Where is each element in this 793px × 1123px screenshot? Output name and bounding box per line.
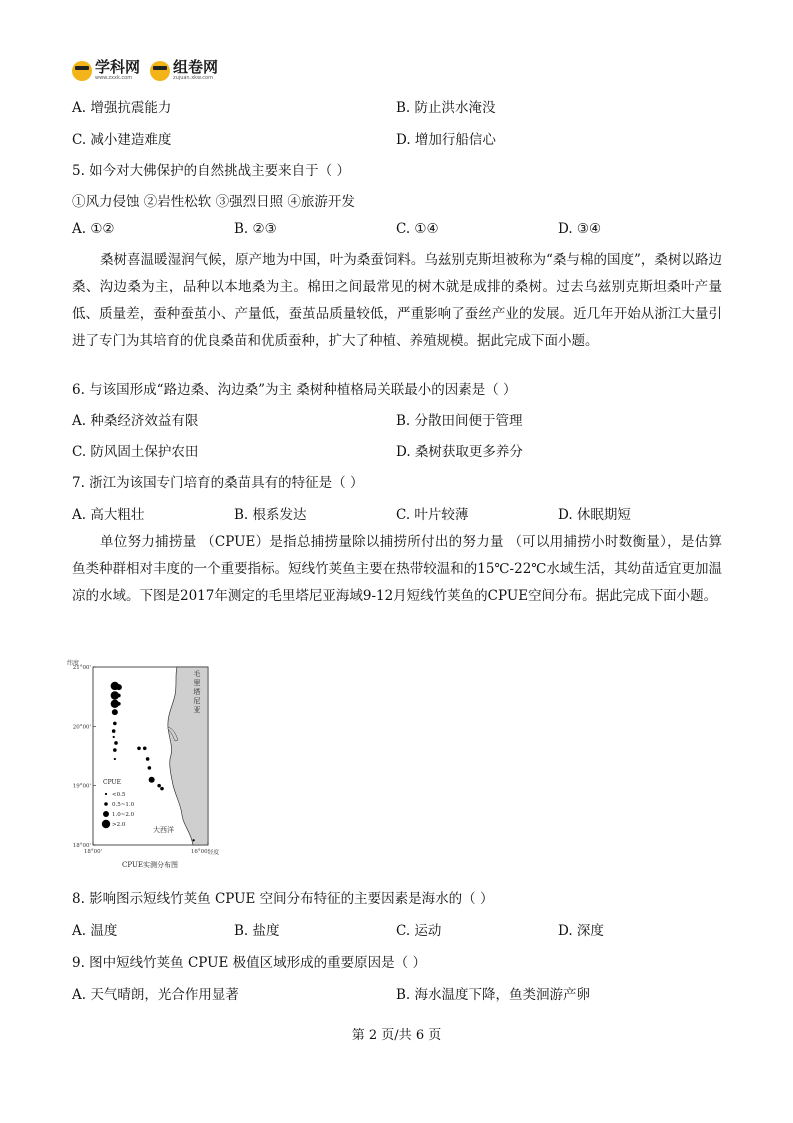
q7-option-d: D. 休眠期短 (558, 507, 631, 523)
logo-name: 学科网 (95, 58, 141, 76)
q7-option-a: A. 高大粗壮 (72, 507, 145, 523)
cpue-point (113, 722, 117, 726)
cpue-point (149, 777, 155, 783)
cpue-point (146, 757, 150, 761)
x-tick-label: 16°00' (190, 849, 210, 855)
q7-option-b: B. 根系发达 (234, 507, 307, 523)
lon-axis-label: 经度 (208, 850, 220, 856)
y-tick-label: 21°00' (72, 665, 91, 671)
passage-cpue: 单位努力捕捞量 （CPUE）是指总捕捞量除以捕捞所付出的努力量 （可以用捕捞小时数衡量），是估算鱼类种群相对丰度的一个重要指标。短线竹荚鱼主要在热带较温和的15℃-22℃水域生活，其幼苗适宜更加温凉的水域。下图是2017年测定的毛里塔尼亚海域9-12月短线竹荚鱼的CPUE空间分布。据此完成下面小题。 (72, 534, 722, 604)
legend-label: 1.0~2.0 (112, 812, 135, 818)
legend-marker (105, 793, 107, 795)
q4-option-b: B. 防止洪水淹没 (396, 100, 496, 116)
map-caption: CPUE实测分布图 (122, 861, 178, 869)
cpue-point (116, 684, 122, 690)
q6-option-a: A. 种桑经济效益有限 (72, 413, 199, 429)
cpue-point (157, 784, 161, 788)
q8-stem: 8. 影响图示短线竹荚鱼 CPUE 空间分布特征的主要因素是海水的（ ） (72, 891, 494, 907)
country-label-char: 塔 (193, 688, 201, 696)
country-label-char: 里 (193, 679, 201, 687)
cpue-point (148, 766, 152, 770)
cpue-distribution-map (65, 657, 245, 877)
q5-stem: 5. 如今对大佛保护的自然挑战主要来自于（ ） (72, 163, 350, 179)
cpue-point (113, 736, 115, 738)
country-label-char: 亚 (193, 706, 201, 714)
legend-label: >2.0 (112, 822, 126, 828)
q7-stem: 7. 浙江为该国专门培育的桑苗具有的特征是（ ） (72, 475, 364, 491)
q4-option-c: C. 减小建造难度 (72, 132, 172, 148)
passage-mulberry: 桑树喜温暖湿润气候，原产地为中国，叶为桑蚕饲料。乌兹别克斯坦被称为“桑与棉的国度”，桑树以路边桑、沟边桑为主，品种以本地桑为主。棉田之间最常见的树木就是成排的桑树。过去乌兹别克斯坦桑叶产量低、质量差，蚕种蚕茧小、产量低，蚕茧品质量较低，严重影响了蚕丝产业的发展。近几年开始从浙江大量引进了专门为其培育的优良桑苗和优质蚕种，扩大了种植、养殖规模。据此完成下面小题。 (72, 252, 722, 349)
q6-option-d: D. 桑树获取更多养分 (396, 444, 523, 460)
logo-url: www.zxxk.com (95, 75, 133, 81)
logo-xuekewang (72, 60, 140, 81)
header-logos (72, 60, 218, 81)
page-number: 第 2 页/共 6 页 (351, 1028, 442, 1043)
q6-option-c: C. 防风固土保护农田 (72, 444, 199, 460)
owl-icon (72, 61, 92, 81)
q4-option-d: D. 增加行船信心 (396, 132, 496, 148)
logo-url: zujuan.xkw.com (173, 75, 213, 81)
q5-option-b: B. ②③ (234, 221, 277, 237)
cpue-point (160, 787, 164, 791)
cpue-point (117, 702, 121, 706)
x-tick-label: 18°00' (83, 849, 103, 855)
legend-marker (103, 811, 109, 817)
y-tick-label: 19°00' (72, 783, 91, 790)
q9-option-a: A. 天气晴朗，光合作用显著 (72, 987, 239, 1003)
q5-items: ①风力侵蚀 ②岩性松软 ③强烈日照 ④旅游开发 (72, 194, 355, 210)
logo-zujuanwang (150, 60, 218, 81)
q8-option-d: D. 深度 (558, 923, 604, 939)
cpue-point (112, 709, 118, 715)
country-label-vertical (194, 669, 201, 714)
y-tick-label: 20°00' (72, 724, 91, 731)
owl-icon (150, 61, 170, 81)
cpue-point (114, 741, 118, 745)
logo-name: 组卷网 (173, 58, 219, 76)
lat-axis-label: 纬度 (67, 660, 80, 667)
legend-title: CPUE (103, 779, 121, 786)
legend-label: 0.5~1.0 (112, 802, 135, 808)
country-label-char: 毛 (193, 670, 201, 678)
q8-option-a: A. 温度 (72, 923, 118, 939)
q6-option-b: B. 分散田间便于管理 (396, 413, 523, 429)
legend-marker (102, 820, 110, 828)
cpue-point (193, 839, 195, 841)
q6-stem: 6. 与该国形成“路边桑、沟边桑”为主 桑树种植格局关联最小的因素是（ ） (72, 382, 517, 398)
cpue-point (114, 758, 116, 760)
ocean-label: 大西洋 (153, 826, 174, 834)
legend-label: <0.5 (112, 792, 126, 798)
q9-stem: 9. 图中短线竹荚鱼 CPUE 极值区域形成的重要原因是（ ） (72, 955, 426, 971)
cpue-point (113, 748, 117, 752)
cpue-point (143, 746, 147, 750)
y-tick-label: 18°00' (72, 843, 91, 849)
cpue-point (137, 746, 141, 750)
country-label-char: 尼 (193, 697, 201, 705)
q8-option-c: C. 运动 (396, 923, 442, 939)
q5-option-d: D. ③④ (558, 221, 602, 237)
q7-option-c: C. 叶片较薄 (396, 507, 469, 523)
q9-option-b: B. 海水温度下降，鱼类洄游产卵 (396, 987, 591, 1003)
q5-option-c: C. ①④ (396, 221, 439, 237)
cpue-point (117, 694, 121, 698)
cpue-point (112, 729, 116, 733)
q8-option-b: B. 盐度 (234, 923, 280, 939)
q5-option-a: A. ①② (72, 221, 115, 237)
legend-marker (104, 802, 108, 806)
q4-option-a: A. 增强抗震能力 (72, 100, 172, 116)
